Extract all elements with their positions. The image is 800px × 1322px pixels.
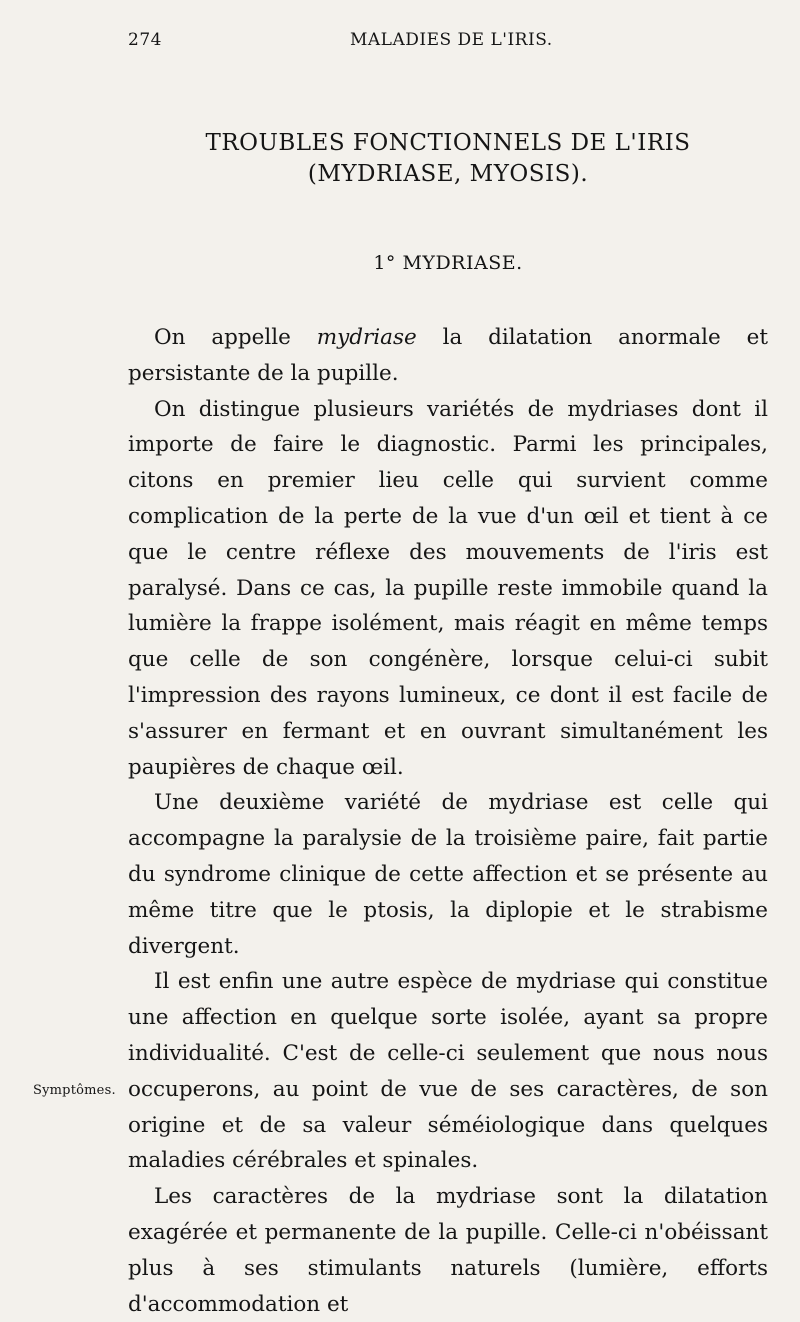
- paragraph-second-variety: Une deuxième variété de mydriase est celle qui accompagne la paralysie de la troisième paire, fait partie du syndrome clinique de cette affection et se présente au même titre que le ptosis, la diplopie et le strabisme divergent.: [128, 790, 768, 959]
- page-number: 274: [128, 30, 162, 50]
- chapter-title-line-1: TROUBLES FONCTIONNELS DE L'IRIS: [205, 130, 691, 156]
- running-title: MALADIES DE L'IRIS.: [350, 30, 553, 50]
- running-head: [0, 30, 800, 60]
- paragraph-text: On appelle: [154, 325, 317, 350]
- body-text: [128, 320, 768, 1322]
- paragraph-text: la dilatation anormale et persistante de la pupille.: [128, 325, 768, 386]
- paragraph-definition: [128, 320, 768, 392]
- paragraph-third-variety: Il est enfin une autre espèce de mydriase qui constitue une affection en quelque sorte isolée, ayant sa propre individualité. C'est de celle-ci seulement que nous nous occuperons, au point de vue de ses caractères, de son origine et de sa valeur séméiologique dans quelques maladies cérébrales et spinales.: [128, 969, 768, 1174]
- paragraph-varieties: On distingue plusieurs variétés de mydriases dont il importe de faire le diagnostic. Parmi les principales, citons en premier lieu celle qui survient comme complication de la perte de la vue d'un œil et tient à ce que le centre réflexe des mouvements de l'iris est paralysé. Dans ce cas, la pupille reste immobile quand la lumière la frappe isolément, mais réagit en même temps que celle de son congénère, lorsque celui-ci subit l'impression des rayons lumineux, ce dont il est facile de s'assurer en fermant et en ouvrant simultanément les paupières de chaque œil.: [128, 396, 768, 780]
- italic-term: mydriase: [316, 325, 417, 350]
- chapter-title-line-2: (MYDRIASE, MYOSIS).: [307, 161, 589, 187]
- paragraph-symptoms: Les caractères de la mydriase sont la dilatation exagérée et permanente de la pupille. Celle-ci n'obéissant plus à ses stimulants naturels (lumière, efforts d'accommodation et: [128, 1184, 768, 1317]
- section-title: 1° MYDRIASE.: [373, 252, 523, 274]
- margin-note-symptoms: Symptômes.: [33, 1083, 116, 1098]
- chapter-title: [128, 128, 768, 190]
